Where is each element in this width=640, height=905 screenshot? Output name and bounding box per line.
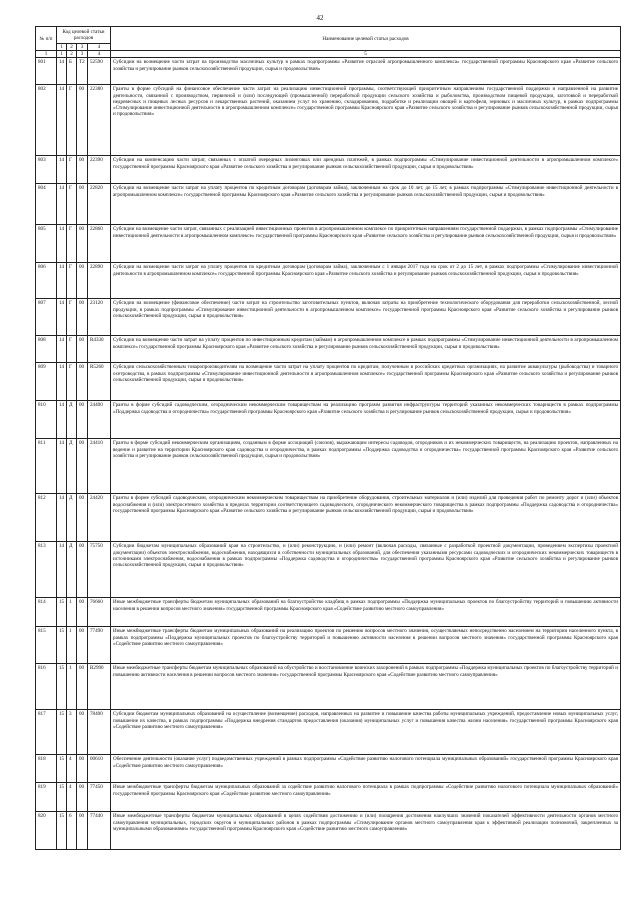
- row-description: Субсидии бюджетам муниципальных образований на осуществление (возмещение) расходов, направленных на развитие и повышение качества работы муниципальных учреждений, предоставление новых муниципальных услуг, повышение их качества, в рамках подпрограммы «Поддержка внедрения стандартов предоставления (оказания) муниципальных услуг и повышения качества жизни населения» государственной программы Красноярского края «Содействие развитию местного самоуправления»: [111, 710, 621, 755]
- index-code-1: 1: [57, 51, 67, 58]
- code-part-2: Г: [67, 299, 77, 336]
- row-description: Гранты в форме субсидий на финансовое обеспечение части затрат на реализацию инвестиционной программы, соответствующей приоритетным направлениям государственной поддержки и направленной на развитие деятельности, связанной с производством, первичной и (или) последующей (промышленной) переработкой продукции сельского хозяйства и рыболовства, производством пищевой продукции, заготовкой и переработкой недревесных и пищевых лесных ресурсов и лекарственных растений, оказанием услуг по хранению, складированию, подработке и реализации овощей и картофеля, зерновых и масличных культур, в рамках подпрограммы «Стимулирование инвестиционной деятельности в агропромышленном комплексе» государственной программы Красноярского края «Развитие сельского хозяйства и регулирование рынков сельскохозяйственной продукции, сырья и продовольствия»: [111, 85, 621, 156]
- code-part-1: 14: [57, 363, 67, 401]
- code-part-3: 00: [77, 184, 88, 225]
- code-part-1: 14: [57, 184, 67, 225]
- code-part-3: 00: [77, 263, 88, 299]
- row-description: Субсидии на возмещение части затрат на уплату процентов по кредитным договорам (договорам займа), заключенным с 1 января 2017 года на срок от 2 до 15 лет, в рамках подпрограммы «Стимулирование инвестиционной деятельности в агропромышленном комплексе» государственной программы Красноярского края «Развитие сельского хозяйства и регулирование рынков сельскохозяйственной продукции, сырья и продовольствия»: [111, 263, 621, 299]
- row-description: Иные межбюджетные трансферты бюджетам муниципальных образований на обустройство и восстановление воинских захоронений в рамках подпрограммы «Поддержка муниципальных проектов по благоустройству территорий и повышению активности населения в решении вопросов местного значения» государственной программы Красноярского края «Содействие развитию местного самоуправления»: [111, 664, 621, 710]
- code-part-1: 15: [57, 755, 67, 783]
- table-row: [36, 299, 621, 336]
- code-part-3: 00: [77, 783, 88, 812]
- row-description: Гранты в форме субсидий садоводческим, огородническим некоммерческим товариществам на приобретение оборудования, строительных материалов и (или) изделий для проведения работ по ремонту дорог и (или) объектов водоснабжения и (или) электросетевого хозяйства в пределах территории соответствующего садоводческого, огороднического некоммерческого товарищества в рамках подпрограммы «Поддержка садоводства и огородничества» государственной программы Красноярского края «Развитие сельского хозяйства и регулирование рынков сельскохозяйственной продукции, сырья и продовольствия»: [111, 494, 621, 542]
- code-part-3: 00: [77, 225, 88, 263]
- code-part-3: 00: [77, 299, 88, 336]
- header-num: № п/п: [36, 27, 57, 51]
- row-description: Иные межбюджетные трансферты бюджетам муниципальных образований в целях содействия достижению и (или) поощрения достижения наилучших значений показателей эффективности деятельности органов местного самоуправления муниципальных, городских округов и муниципальных районов в рамках подпрограммы «Стимулирование органов местного самоуправления края к эффективной реализации полномочий, закрепленных за муниципальными образованиями» государственной программы Красноярского края «Содействие развитию местного самоуправления»: [111, 812, 621, 850]
- index-code-4: 4: [88, 51, 111, 58]
- row-number: 805: [36, 225, 57, 263]
- row-number: 818: [36, 755, 57, 783]
- row-description: Иные межбюджетные трансферты бюджетам муниципальных образований на благоустройство кладбищ в рамках подпрограммы «Поддержка муниципальных проектов по благоустройству территорий и повышению активности населения в решении вопросов местного значения» государственной программы Красноярского края «Содействие развитию местного самоуправления»: [111, 598, 621, 627]
- code-part-3: Т2: [77, 58, 88, 85]
- code-part-2: Г: [67, 225, 77, 263]
- index-num: 1: [36, 51, 57, 58]
- table-row: [36, 783, 621, 812]
- code-part-2: 6: [67, 812, 77, 850]
- code-part-4: 77490: [88, 627, 111, 664]
- code-part-1: 14: [57, 156, 67, 184]
- code-part-3: 00: [77, 363, 88, 401]
- code-part-1: 14: [57, 225, 67, 263]
- code-part-2: Г: [67, 336, 77, 363]
- page-number: 42: [316, 14, 324, 22]
- code-part-2: 1: [67, 627, 77, 664]
- row-description: Обеспечение деятельности (оказание услуг) подведомственных учреждений в рамках подпрограммы «Содействие развитию налогового потенциала муниципальных образований» государственной программы Красноярского края «Содействие развитию местного самоуправления»: [111, 755, 621, 783]
- row-number: 801: [36, 58, 57, 85]
- code-part-2: Г: [67, 363, 77, 401]
- table-body: [36, 58, 621, 850]
- code-part-4: 77440: [88, 812, 111, 850]
- code-part-2: Д: [67, 494, 77, 542]
- table-row: [36, 85, 621, 156]
- budget-table: [35, 26, 621, 850]
- code-part-3: 00: [77, 664, 88, 710]
- table-row: [36, 184, 621, 225]
- row-description: Субсидии на возмещение части затрат на уплату процентов по кредитным договорам (договорам займа), заключенным на срок до 10 лет, до 15 лет, в рамках подпрограммы «Стимулирование инвестиционной деятельности в агропромышленном комплексе» государственной программы Красноярского края «Развитие сельского хозяйства и регулирование рынков сельскохозяйственной продукции, сырья и продовольствия»: [111, 184, 621, 225]
- code-part-3: 00: [77, 598, 88, 627]
- header-code-col-1: 1: [57, 44, 67, 51]
- row-description: Субсидии бюджетам муниципальных образований края на строительство, и (или) реконструкцию, и (или) ремонт (включая расходы, связанные с разработкой проектной документации, проведением экспертизы проектной документации) объектов электроснабжения, водоснабжения, находящихся в собственности муниципальных образований, для обеспечения указанными ресурсами садоводческих и огороднических некоммерческих товариществ в источниками электроснабжения, водоснабжения в рамках подпрограммы «Поддержка садоводства и огородничества» государственной программы Красноярского края «Развитие сельского хозяйства и регулирование рынков сельскохозяйственной продукции, сырья и продовольствия»: [111, 542, 621, 598]
- code-part-4: 23120: [88, 299, 111, 336]
- code-part-2: 3: [67, 710, 77, 755]
- code-part-3: 00: [77, 710, 88, 755]
- code-part-1: 14: [57, 494, 67, 542]
- row-number: 804: [36, 184, 57, 225]
- code-part-2: Г: [67, 263, 77, 299]
- index-code-2: 2: [67, 51, 77, 58]
- row-number: 815: [36, 627, 57, 664]
- code-part-3: 00: [77, 812, 88, 850]
- code-part-2: Д: [67, 439, 77, 494]
- table-row: [36, 812, 621, 850]
- code-part-2: 4: [67, 783, 77, 812]
- row-number: 803: [36, 156, 57, 184]
- table-row: [36, 710, 621, 755]
- code-part-1: 15: [57, 812, 67, 850]
- row-number: 802: [36, 85, 57, 156]
- table-row: [36, 401, 621, 439]
- table-row: [36, 58, 621, 85]
- row-number: 814: [36, 598, 57, 627]
- code-part-4: 22390: [88, 156, 111, 184]
- code-part-4: 76660: [88, 598, 111, 627]
- code-part-2: Г: [67, 156, 77, 184]
- code-part-2: 1: [67, 598, 77, 627]
- table-row: [36, 336, 621, 363]
- row-number: 806: [36, 263, 57, 299]
- code-part-2: 4: [67, 755, 77, 783]
- code-part-4: R4330: [88, 336, 111, 363]
- code-part-4: 78400: [88, 710, 111, 755]
- table-row: [36, 225, 621, 263]
- code-part-3: 00: [77, 494, 88, 542]
- code-part-3: 00: [77, 439, 88, 494]
- row-number: 807: [36, 299, 57, 336]
- code-part-3: 00: [77, 156, 88, 184]
- code-part-3: 00: [77, 85, 88, 156]
- row-description: Гранты в форме субсидий некоммерческим организациям, созданным в форме ассоциаций (союзов), выражающим интересы садоводов, огородников и их некоммерческих товариществ, на реализацию проектов, направленных на ведение и развитие на территории Красноярского края садоводства и огородничества, в рамках подпрограммы «Поддержка садоводства и огородничества» государственной программы Красноярского края «Развитие сельского хозяйства и регулирование рынков сельскохозяйственной продукции, сырья и продовольствия»: [111, 439, 621, 494]
- row-description: Субсидии на возмещение (финансовое обеспечение) части затрат на строительство заготовительных пунктов, включая затраты на приобретение технологического оборудования для переработки сельскохозяйственной, лесной продукции, в рамках подпрограммы «Стимулирование инвестиционной деятельности в агропромышленном комплексе» государственной программы Красноярского края «Развитие сельского хозяйства и регулирование рынков сельскохозяйственной продукции, сырья и продовольствия»: [111, 299, 621, 336]
- code-part-2: Г: [67, 184, 77, 225]
- code-part-3: 00: [77, 401, 88, 439]
- table-row: [36, 439, 621, 494]
- row-number: 810: [36, 401, 57, 439]
- table-row: [36, 664, 621, 710]
- code-part-4: R2990: [88, 664, 111, 710]
- row-number: 812: [36, 494, 57, 542]
- row-number: 820: [36, 812, 57, 850]
- code-part-4: 22890: [88, 263, 111, 299]
- code-part-4: 24400: [88, 401, 111, 439]
- index-name: 5: [111, 51, 621, 58]
- code-part-4: 22860: [88, 225, 111, 263]
- row-description: Субсидии на компенсацию части затрат, связанных с оплатой очередных лизинговых или арендных платежей, в рамках подпрограммы «Стимулирование инвестиционной деятельности в агропромышленном комплексе» государственной программы Красноярского края «Развитие сельского хозяйства и регулирование рынков сельскохозяйственной продукции, сырья и продовольствия»: [111, 156, 621, 184]
- row-description: Субсидии на возмещение части затрат, связанных с реализацией инвестиционных проектов в агропромышленном комплексе по приоритетным направлениям государственной поддержки, в рамках подпрограммы «Стимулирование инвестиционной деятельности в агропромышленном комплексе» государственной программы Красноярского края «Развитие сельского хозяйства и регулирование рынков сельскохозяйственной продукции, сырья и продовольствия»: [111, 225, 621, 263]
- code-part-2: Д: [67, 401, 77, 439]
- row-description: Субсидии сельскохозяйственным товаропроизводителям на возмещение части затрат на уплату процентов по кредитам, полученным в российских кредитных организациях, на развитие аквакультуры (рыбоводства) и товарного осетроводства, в рамках подпрограммы «Стимулирование инвестиционной деятельности в агропромышленном комплексе» государственной программы Красноярского края «Развитие сельского хозяйства и регулирование рынков сельскохозяйственной продукции, сырья и продовольствия»: [111, 363, 621, 401]
- table-row: [36, 363, 621, 401]
- index-code-3: 3: [77, 51, 88, 58]
- row-description: Гранты в форме субсидий садоводческим, огородническим некоммерческим товариществам на реализацию программ развития инфраструктуры территорий указанных некоммерческих товариществ в рамках подпрограммы «Поддержка садоводства и огородничества» государственной программы Красноярского края «Развитие сельского хозяйства и регулирование рынков сельскохозяйственной продукции, сырья и продовольствия»: [111, 401, 621, 439]
- code-part-3: 00: [77, 755, 88, 783]
- table-row: [36, 263, 621, 299]
- code-part-4: 24410: [88, 439, 111, 494]
- code-part-4: R5260: [88, 363, 111, 401]
- code-part-4: 77450: [88, 783, 111, 812]
- code-part-1: 15: [57, 598, 67, 627]
- header-code-col-2: 2: [67, 44, 77, 51]
- row-description: Иные межбюджетные трансферты бюджетам муниципальных образований на реализацию проектов по решению вопросов местного значения, осуществляемых непосредственно населением на территории населенного пункта, в рамках подпрограммы «Поддержка муниципальных проектов по благоустройству территорий и повышению активности населения в решении вопросов местного значения» государственной программы Красноярского края «Содействие развитию местного самоуправления»: [111, 627, 621, 664]
- row-description: Иные межбюджетные трансферты бюджетам муниципальных образований за содействие развитию налогового потенциала в рамках подпрограммы «Содействие развитию налогового потенциала муниципальных образований» государственной программы Красноярского края «Содействие развитию местного самоуправления»: [111, 783, 621, 812]
- table-row: [36, 598, 621, 627]
- header-code-col-3: 3: [77, 44, 88, 51]
- header-code-group: Код целевой статьи расходов: [57, 27, 111, 44]
- code-part-1: 15: [57, 783, 67, 812]
- code-part-1: 14: [57, 85, 67, 156]
- header-name: Наименование целевой статьи расходов: [111, 27, 621, 51]
- code-part-4: 75750: [88, 542, 111, 598]
- code-part-4: 22380: [88, 85, 111, 156]
- code-part-4: 52590: [88, 58, 111, 85]
- code-part-1: 14: [57, 299, 67, 336]
- table-row: [36, 494, 621, 542]
- row-number: 813: [36, 542, 57, 598]
- row-number: 809: [36, 363, 57, 401]
- code-part-1: 14: [57, 439, 67, 494]
- code-part-2: Б: [67, 58, 77, 85]
- code-part-3: 00: [77, 542, 88, 598]
- row-number: 819: [36, 783, 57, 812]
- row-number: 811: [36, 439, 57, 494]
- code-part-1: 15: [57, 710, 67, 755]
- row-description: Субсидии на возмещение части затрат на уплату процентов по инвестиционным кредитам (займам) в агропромышленном комплексе в рамках подпрограммы «Стимулирование инвестиционной деятельности в агропромышленном комплексе» государственной программы Красноярского края «Развитие сельского хозяйства и регулирование рынков сельскохозяйственной продукции, сырья и продовольствия»: [111, 336, 621, 363]
- table-row: [36, 755, 621, 783]
- code-part-1: 15: [57, 627, 67, 664]
- table-row: [36, 627, 621, 664]
- code-part-1: 14: [57, 263, 67, 299]
- row-number: 816: [36, 664, 57, 710]
- code-part-1: 14: [57, 542, 67, 598]
- header-code-col-4: 4: [88, 44, 111, 51]
- code-part-1: 14: [57, 336, 67, 363]
- table-row: [36, 156, 621, 184]
- code-part-3: 00: [77, 336, 88, 363]
- row-description: Субсидии на возмещение части затрат на производство масличных культур в рамках подпрограммы «Развитие отраслей агропромышленного комплекса» государственной программы Красноярского края «Развитие сельского хозяйства и регулирование рынков сельскохозяйственной продукции, сырья и продовольствия»: [111, 58, 621, 85]
- code-part-2: Д: [67, 542, 77, 598]
- code-part-3: 00: [77, 627, 88, 664]
- code-part-2: Г: [67, 85, 77, 156]
- row-number: 808: [36, 336, 57, 363]
- code-part-1: 14: [57, 401, 67, 439]
- code-part-4: 00610: [88, 755, 111, 783]
- row-number: 817: [36, 710, 57, 755]
- code-part-1: 15: [57, 664, 67, 710]
- code-part-4: 24420: [88, 494, 111, 542]
- table-row: [36, 542, 621, 598]
- code-part-1: 14: [57, 58, 67, 85]
- code-part-2: 1: [67, 664, 77, 710]
- code-part-4: 22820: [88, 184, 111, 225]
